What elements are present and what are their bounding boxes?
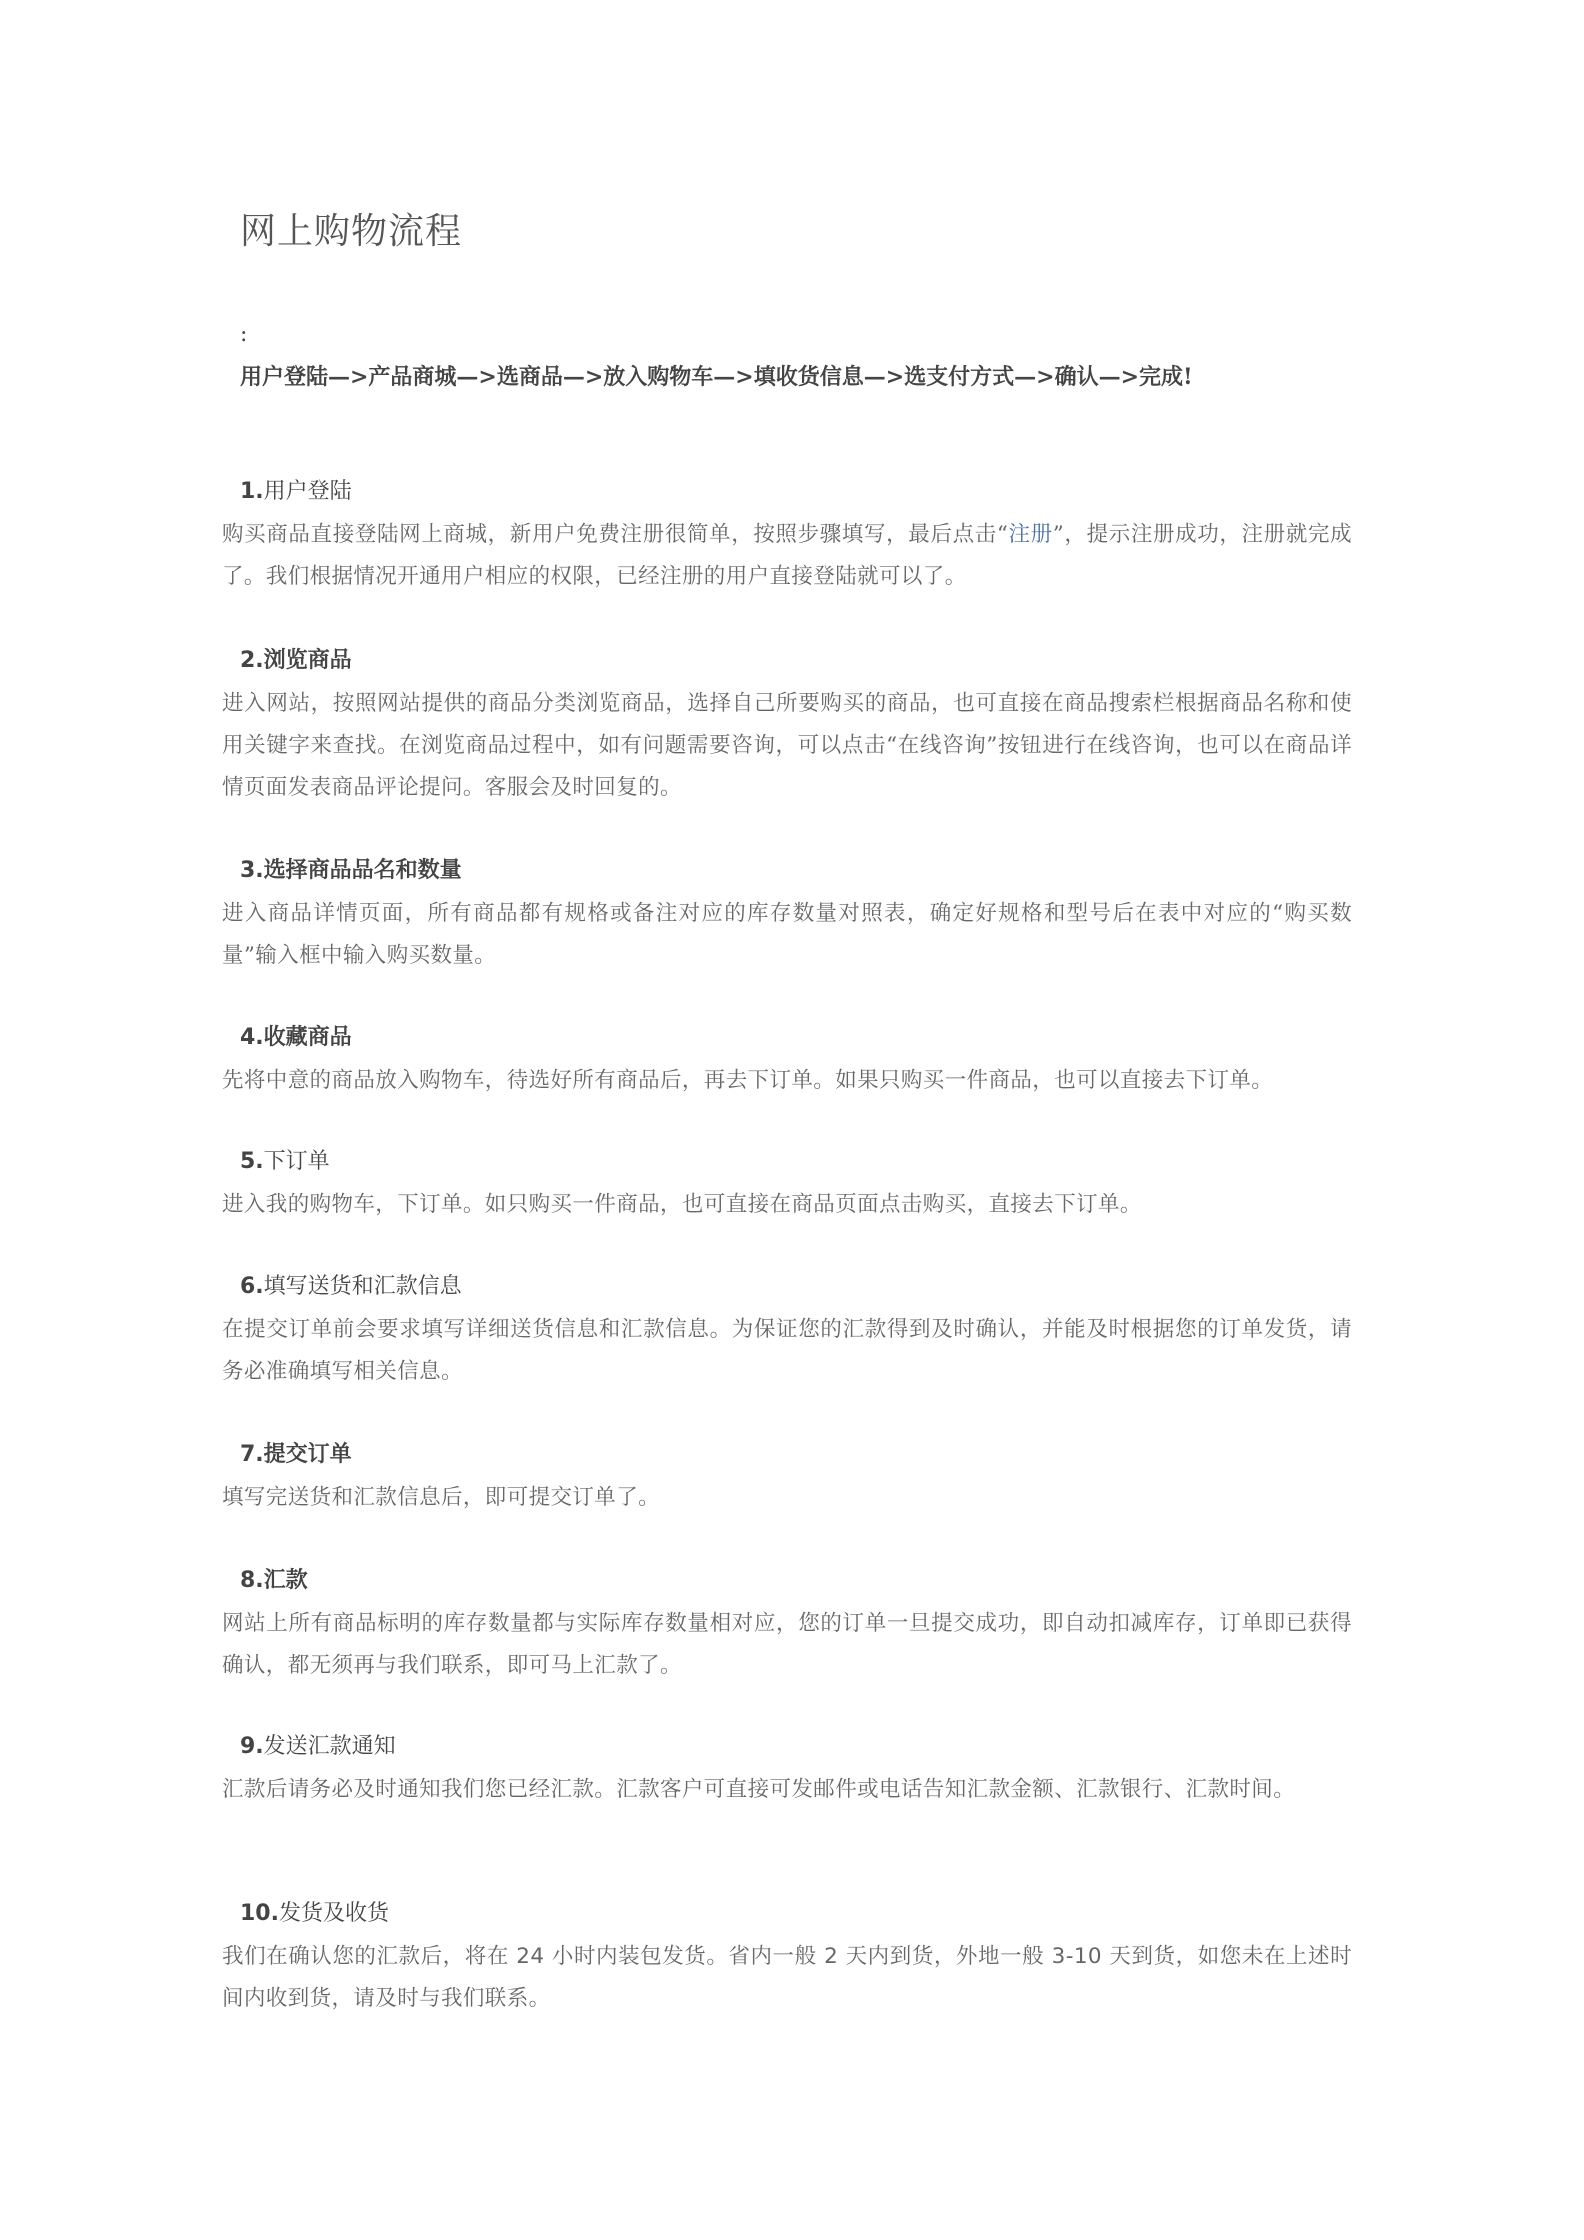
section-body-text: 天到货，如您未在上述时间内收到货，请及时与我们联系。: [222, 1944, 1352, 2011]
section-body: 进入我的购物车，下订单。如只购买一件商品，也可直接在商品页面点击购买，直接去下订单。: [222, 1192, 1142, 1217]
section-heading: [240, 1894, 1352, 1934]
section-number: 5.: [240, 1149, 264, 1174]
section-select-product-quantity: [222, 850, 1352, 977]
section-body: [222, 514, 1352, 598]
section-body-text: ”，提示注册成功，注册就完成了。我们根据情况开通用户相应的权限，已经注册的用户直接登陆就可以了。: [222, 522, 1352, 589]
section-heading: [240, 1727, 1352, 1767]
section-number: 4.: [240, 1025, 264, 1050]
section-number: 7.: [240, 1442, 264, 1467]
section-browse-products: [222, 640, 1352, 809]
section-shipping-receiving: [222, 1894, 1352, 2020]
section-heading-text: 汇款: [263, 1567, 308, 1593]
section-heading: [240, 1434, 1352, 1475]
section-body-text: 天内到货，外地一般: [838, 1944, 1052, 1969]
section-heading: [240, 1017, 1352, 1058]
section-heading-text: 用户登陆: [263, 479, 352, 504]
section-remittance-notice: [222, 1727, 1352, 1811]
register-link[interactable]: 注册: [1008, 522, 1053, 547]
section-heading-text: 发货及收货: [278, 1901, 389, 1926]
section-submit-order: [222, 1434, 1352, 1519]
section-remittance: [222, 1560, 1352, 1687]
section-number: 10.: [240, 1901, 279, 1926]
section-number: 2.: [240, 648, 264, 673]
section-number: 8.: [240, 1568, 264, 1593]
section-heading: [240, 640, 1352, 681]
section-body: 进入网站，按照网站提供的商品分类浏览商品，选择自己所要购买的商品，也可直接在商品搜索栏根据商品名称和使用关键字来查找。在浏览商品过程中，如有问题需要咨询，可以点击“在线咨询”按钮进行在线咨询，也可以在商品详情页面发表商品评论提问。客服会及时回复的。: [222, 691, 1352, 800]
section-number: 6.: [240, 1274, 264, 1299]
section-body: 先将中意的商品放入购物车，待选好所有商品后，再去下订单。如果只购买一件商品，也可以直接去下订单。: [222, 1068, 1274, 1093]
section-body: 网站上所有商品标明的库存数量都与实际库存数量相对应，您的订单一旦提交成功，即自动扣减库存，订单即已获得确认，都无须再与我们联系，即可马上汇款了。: [222, 1611, 1352, 1678]
section-body: 汇款后请务必及时通知我们您已经汇款。汇款客户可直接可发邮件或电话告知汇款金额、汇款银行、汇款时间。: [222, 1777, 1296, 1802]
section-number: 1.: [240, 479, 264, 504]
section-shipping-payment-info: [222, 1267, 1352, 1393]
section-body-text: 购买商品直接登陆网上商城，新用户免费注册很简单，按照步骤填写，最后点击“: [222, 522, 1009, 547]
section-heading-text: 提交订单: [263, 1441, 352, 1467]
section-heading-text: 浏览商品: [263, 647, 352, 673]
process-flow-summary: 用户登陆—>产品商城—>选商品—>放入购物车—>填收货信息—>选支付方式—>确认—>完成!: [240, 364, 1193, 390]
section-heading-text: 选择商品品名和数量: [263, 857, 462, 883]
section-body-text: 小时内装包发货。省内一般: [544, 1944, 825, 1969]
section-heading: [240, 1560, 1352, 1601]
section-heading-text: 收藏商品: [263, 1024, 352, 1050]
section-body-text: 我们在确认您的汇款后，将在: [222, 1944, 517, 1969]
section-heading: [240, 1267, 1352, 1307]
document-title: 网上购物流程: [240, 211, 463, 252]
section-body: 在提交订单前会要求填写详细送货信息和汇款信息。为保证您的汇款得到及时确认，并能及时根据您的订单发货，请务必准确填写相关信息。: [222, 1317, 1352, 1384]
section-number: 9.: [240, 1734, 264, 1759]
section-body: [222, 1936, 1352, 2020]
section-user-login: [222, 472, 1352, 598]
section-heading: [240, 1142, 1352, 1182]
local-days-value: 2: [824, 1944, 839, 1969]
section-heading: [240, 850, 1352, 891]
colon-mark: :: [240, 322, 248, 347]
section-place-order: [222, 1142, 1352, 1226]
section-heading-text: 发送汇款通知: [263, 1734, 396, 1759]
hours-value: 24: [516, 1944, 545, 1969]
section-favorite-products: [222, 1017, 1352, 1102]
section-number: 3.: [240, 858, 264, 883]
section-heading-text: 填写送货和汇款信息: [263, 1274, 462, 1299]
remote-days-value: 3-10: [1051, 1944, 1103, 1969]
section-body: 进入商品详情页面，所有商品都有规格或备注对应的库存数量对照表，确定好规格和型号后在表中对应的“购买数量”输入框中输入购买数量。: [222, 901, 1352, 968]
section-heading: [240, 472, 1352, 512]
section-body: 填写完送货和汇款信息后，即可提交订单了。: [222, 1485, 661, 1510]
section-heading-text: 下订单: [263, 1149, 330, 1174]
